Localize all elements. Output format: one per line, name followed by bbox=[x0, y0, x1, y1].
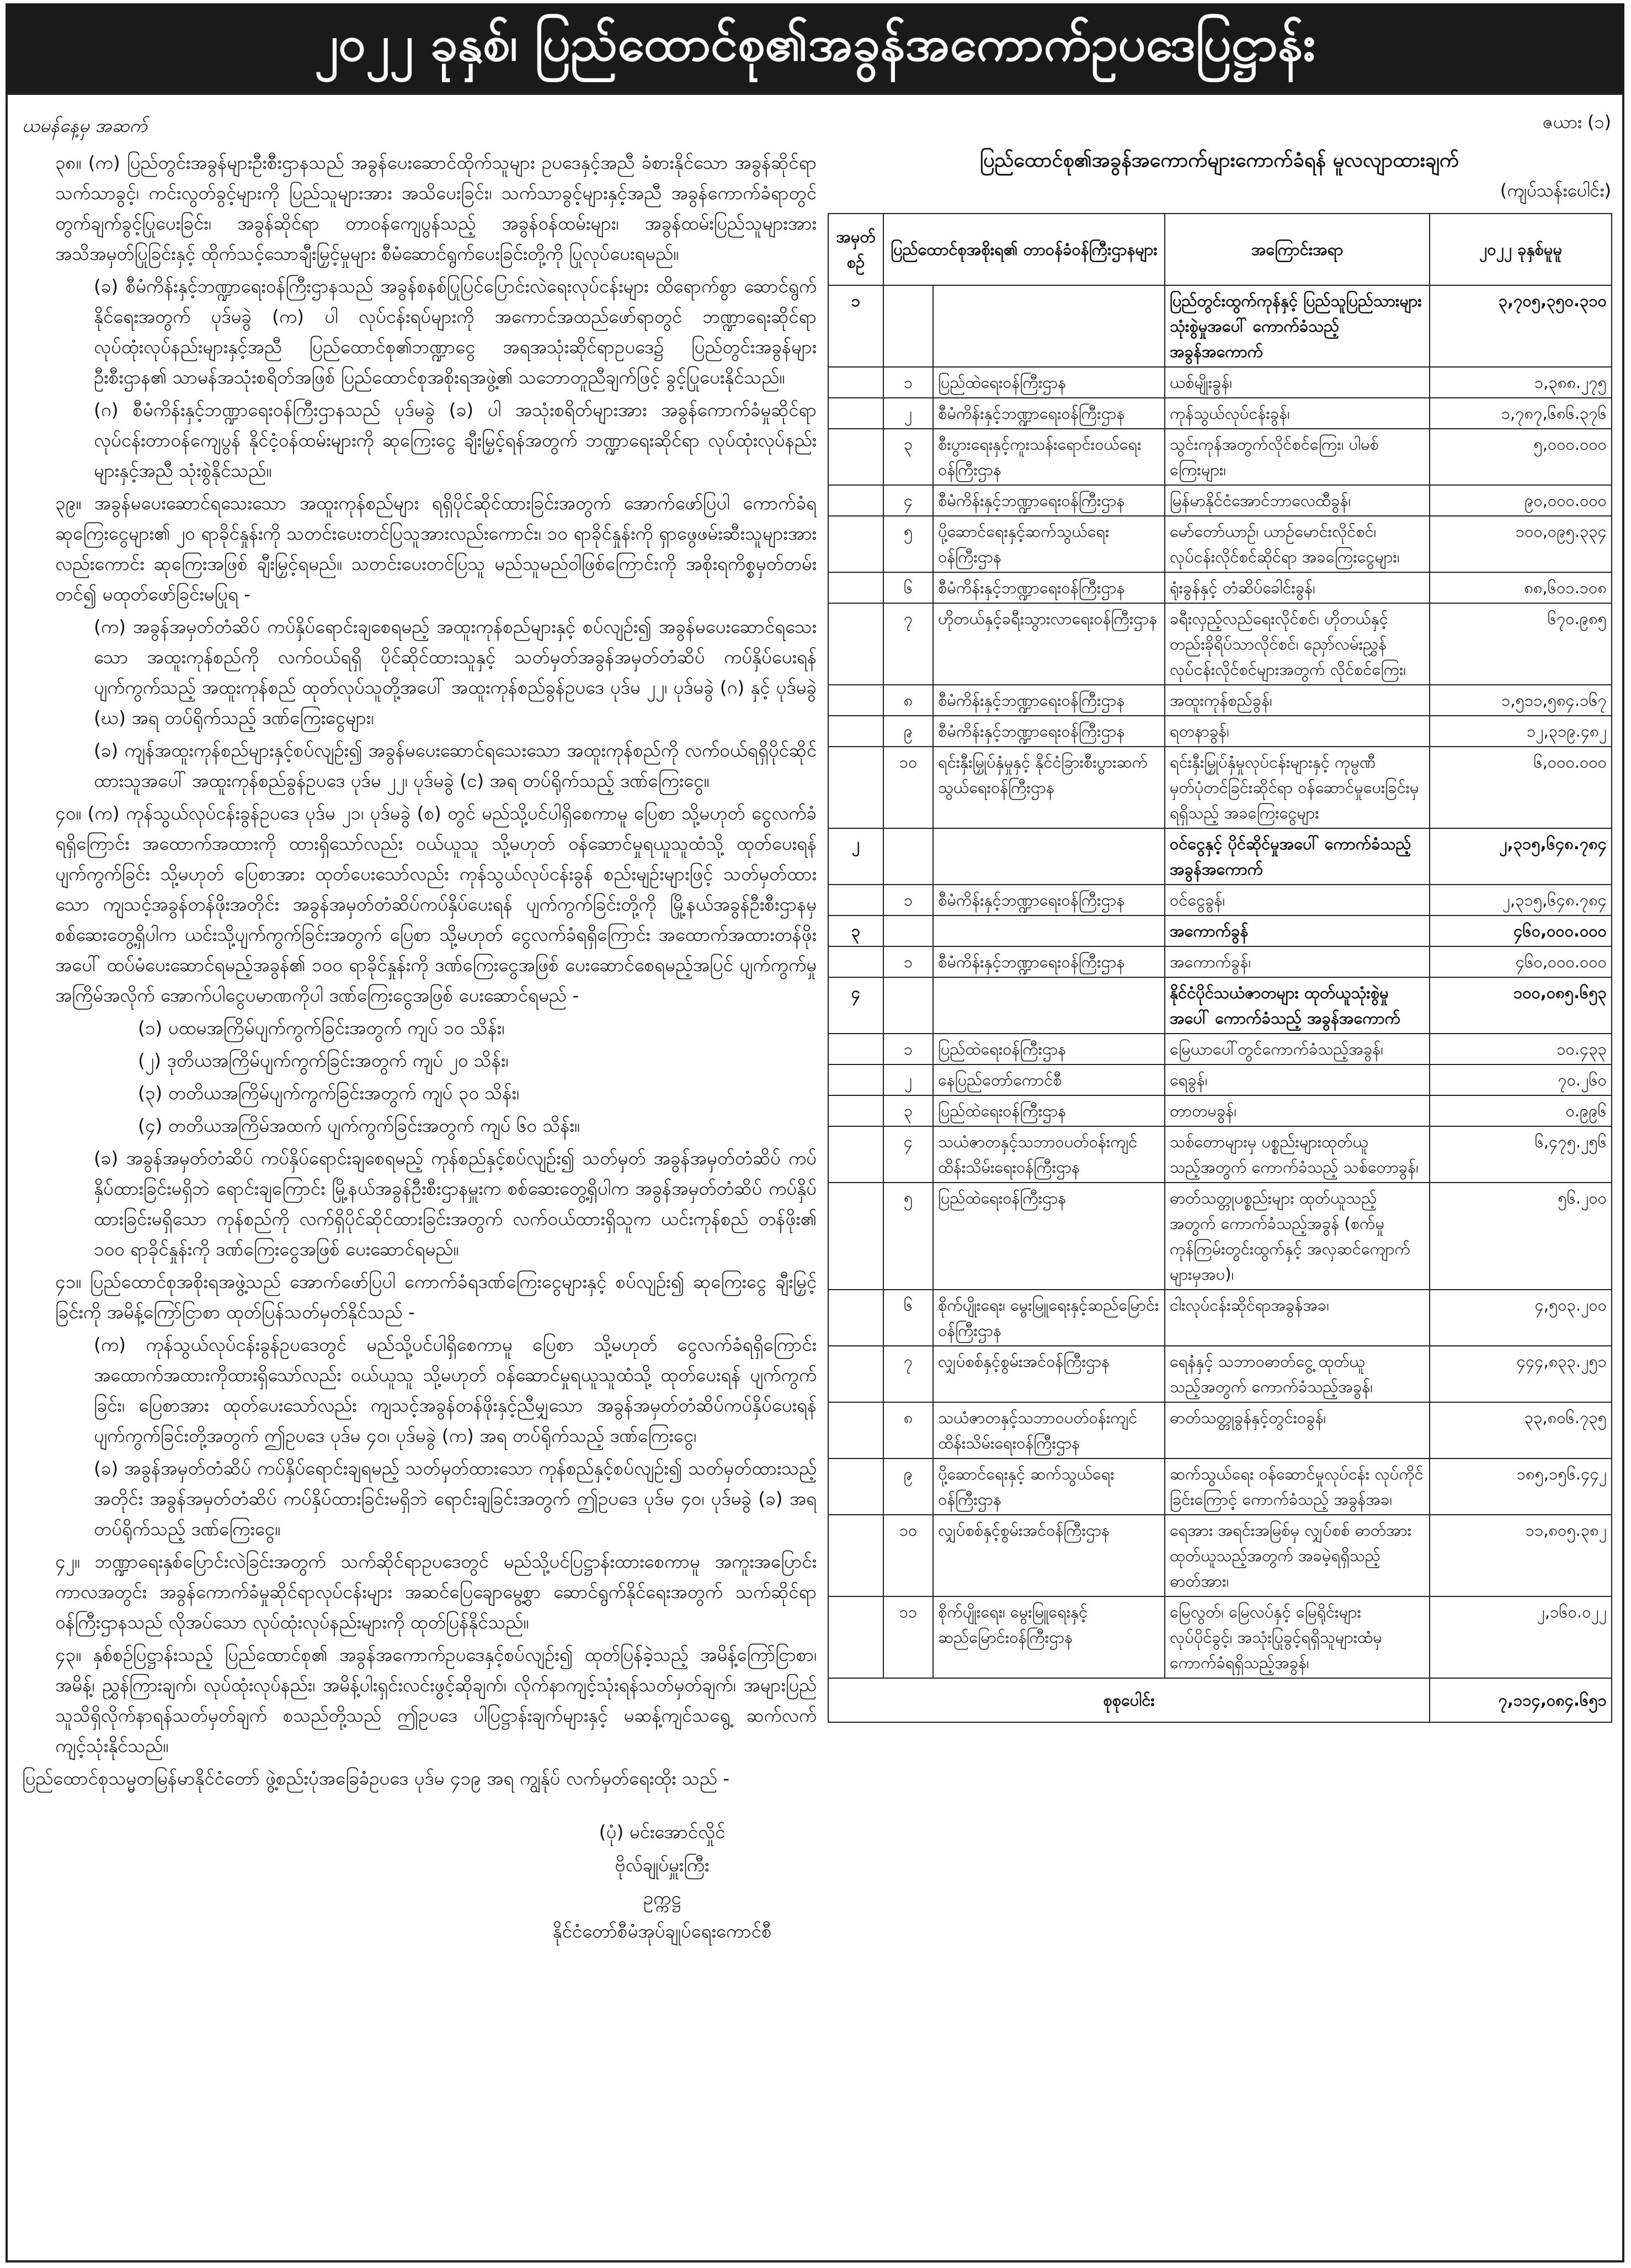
cell-sub: ၁၀ bbox=[883, 1515, 933, 1596]
cell-sub: ၁ bbox=[883, 1034, 933, 1064]
cell-no bbox=[828, 1126, 883, 1183]
cell-amount: ၁၂,၃၁၉.၄၈၂ bbox=[1430, 716, 1612, 747]
table-row bbox=[828, 367, 1612, 398]
law-paragraph: (ဂ) စီမံကိန်းနှင့်ဘဏ္ဍာရေးဝန်ကြီးဌာနသည် ပုဒ်မခွဲ (ခ) ပါ အသုံးစရိတ်များအား အခွန်ကောက်ခံမှုဆိုင်ရာ လုပ်ငန်းတာဝန်ကျေပွန် နိုင်ငံ့ဝန်ထမ်းများကို ဆုကြေးငွေ ချီးမြှင့်ရန်အတွက် ဘဏ္ဍာရေးဆိုင်ရာ လုပ်ထုံးလုပ်နည်းများနှင့်အညီ သုံးစွဲနိုင်သည်။ bbox=[94, 399, 817, 481]
cell-no bbox=[828, 1034, 883, 1064]
cell-dept: ပြည်ထဲရေးဝန်ကြီးဌာန bbox=[933, 1034, 1165, 1064]
cell-amount: ၁,၇၈၇,၆၈၆.၃၇၆ bbox=[1430, 398, 1612, 429]
cell-amount: ၈၈,၆၀၁.၁၀၈ bbox=[1430, 572, 1612, 603]
law-paragraph: ၄၂။ ဘဏ္ဍာရေးနှစ်ပြောင်းလဲခြင်းအတွက် သက်ဆိုင်ရာဥပဒေတွင် မည်သို့ပင်ပြဋ္ဌာန်းထားစေကာမူ အကူးအပြောင်းကာလအတွင်း အခွန်ကောက်ခံမှုဆိုင်ရာလုပ်ငန်းများ အဆင်ပြေချောမွေ့စွာ ဆောင်ရွက်နိုင်ရေးအတွက် သက်ဆိုင်ရာဝန်ကြီးဌာနသည် လိုအပ်သော လုပ်ထုံးလုပ်နည်းများကို ထုတ်ပြန်နိုင်သည်။ bbox=[55, 1551, 817, 1633]
cell-no bbox=[828, 1095, 883, 1126]
law-paragraph: ၄၀။ (က) ကုန်သွယ်လုပ်ငန်းခွန်ဥပဒေ ပုဒ်မ ၂၁၊ ပုဒ်မခွဲ (စ) တွင် မည်သို့ပင်ပါရှိစေကာမူ ပြေစာ သို့မဟုတ် ငွေလက်ခံရရှိကြောင်း အထောက်အထားကို ထားရှိသော်လည်း ဝယ်ယူသူ သို့မဟုတ် ဝန်ဆောင်မှုရယူသူထံသို့ ထုတ်ပေးရန် ပျက်ကွက်ခြင်း သို့မဟုတ် ပြေစာအား ထုတ်ပေးသော်လည်း ကုန်သွယ်လုပ်ငန်းခွန် စည်းမျဉ်းများဖြင့် သတ်မှတ်ထားသော ကျသင့်အခွန်တန်ဖိုးအတိုင်း အခွန်အမှတ်တံဆိပ်ကပ်နှိပ်ပေးရန် ပျက်ကွက်ခြင်းတို့ကို မြို့နယ်အခွန်ဦးစီးဌာနမှ စစ်ဆေးတွေ့ရှိပါက ယင်းသို့ပျက်ကွက်ခြင်းအတွက် ပြေစာ သို့မဟုတ် ငွေလက်ခံရရှိကြောင်း အထောက်အထားတန်ဖိုးအပေါ် ထပ်မံပေးဆောင်ရမည့်အခွန်၏ ၁၀၀ ရာခိုင်နှုန်းကို ဒဏ်ကြေးငွေအဖြစ် ပေးဆောင်စေရမည့်အပြင် ပျက်ကွက်မှုအကြိမ်အလိုက် အောက်ပါငွေပမာဏကိုပါ ဒဏ်ကြေးငွေအဖြစ် ပေးဆောင်ရမည် - bbox=[55, 802, 817, 1006]
law-text-column bbox=[22, 110, 817, 2251]
cell-desc: ပြည်တွင်းထွက်ကုန်နှင့် ပြည်သူပြည်သားများ သုံးစွဲမှုအပေါ် ကောက်ခံသည့် အခွန်အကောက် bbox=[1165, 285, 1430, 367]
table-row bbox=[828, 1126, 1612, 1183]
cell-sub: ၁၁ bbox=[883, 1596, 933, 1678]
table-row bbox=[828, 1064, 1612, 1095]
cell-amount: ၄၆၀,၀၀၀.၀၀၀ bbox=[1430, 915, 1612, 946]
cell-dept: ပို့ဆောင်ရေးနှင့်ဆက်သွယ်ရေးဝန်ကြီးဌာန bbox=[933, 516, 1165, 572]
cell-amount: ၆၇၀.၉၈၅ bbox=[1430, 603, 1612, 685]
cell-amount: ၃,၇၀၅,၃၅၀.၃၁၀ bbox=[1430, 285, 1612, 367]
table-row bbox=[828, 685, 1612, 716]
cell-desc: အကောက်ခွန် bbox=[1165, 915, 1430, 946]
signature-rank: ဗိုလ်ချုပ်မှူးကြီး bbox=[615, 1854, 710, 1876]
cell-no bbox=[828, 398, 883, 429]
cell-sub bbox=[883, 915, 933, 946]
cell-dept: ရင်းနှီးမြှုပ်နှံမှုနှင့် နိုင်ငံခြားစီးပွားဆက်သွယ်ရေးဝန်ကြီးဌာန bbox=[933, 747, 1165, 828]
cell-dept: စီးပွားရေးနှင့်ကူးသန်းရောင်းဝယ်ရေးဝန်ကြီးဌာန bbox=[933, 429, 1165, 485]
cell-no bbox=[828, 747, 883, 828]
law-paragraph: (၃) တတိယအကြိမ်ပျက်ကွက်ခြင်းအတွက် ကျပ် ၃၀ သိန်း၊ bbox=[138, 1082, 519, 1104]
table-row bbox=[828, 885, 1612, 915]
table-group-row bbox=[828, 977, 1612, 1034]
cell-sub: ၁ bbox=[883, 885, 933, 915]
law-paragraph: (ခ) ကျန်အထူးကုန်စည်များနှင့်စပ်လျဉ်း၍ အခွန်မပေးဆောင်ရသေးသော အထူးကုန်စည်ကို လက်ဝယ်ရရှိပိုင်ဆိုင်ထားသူအပေါ် အထူးကုန်စည်ခွန်ဥပဒေ ပုဒ်မ ၂၂၊ ပုဒ်မခွဲ (င) အရ တပ်ရိုက်သည့် ဒဏ်ကြေးငွေ။ bbox=[94, 739, 817, 791]
law-paragraph: (၂) ဒုတိယအကြိမ်ပျက်ကွက်ခြင်းအတွက် ကျပ် ၂၀ သိန်း၊ bbox=[138, 1050, 509, 1071]
cell-sub: ၉ bbox=[883, 1458, 933, 1515]
law-paragraph: (က) အခွန်အမှတ်တံဆိပ် ကပ်နှိပ်ရောင်းချစေရမည့် အထူးကုန်စည်များနှင့် စပ်လျဉ်း၍ အခွန်မပေးဆောင်ရသေးသော အထူးကုန်စည်ကို လက်ဝယ်ရရှိ ပိုင်ဆိုင်ထားသူနှင့် သတ်မှတ်အခွန်အမှတ်တံဆိပ် ကပ်နှိပ်ပေးရန် ပျက်ကွက်သည့် အထူးကုန်စည် ထုတ်လုပ်သူတို့အပေါ် အထူးကုန်စည်ခွန်ဥပဒေ ပုဒ်မ ၂၂၊ ပုဒ်မခွဲ (ဂ) နှင့် ပုဒ်မခွဲ (ဃ) အရ တပ်ရိုက်သည့် ဒဏ်ကြေးငွေများ၊ bbox=[94, 616, 817, 728]
cell-desc: မြေယာပေါ်တွင်ကောက်ခံသည့်အခွန်၊ bbox=[1165, 1034, 1430, 1064]
cell-no bbox=[828, 1290, 883, 1346]
cell-desc: ဝင်ငွေနှင့် ပိုင်ဆိုင်မှုအပေါ် ကောက်ခံသည့် အခွန်အကောက် bbox=[1165, 828, 1430, 885]
cell-dept: စီမံကိန်းနှင့်ဘဏ္ဍာရေးဝန်ကြီးဌာန bbox=[933, 946, 1165, 977]
col-header-dept: ပြည်ထောင်စုအစိုးရ၏ တာဝန်ခံဝန်ကြီးဌာနများ bbox=[883, 214, 1165, 285]
cell-amount: ၃၃,၈၀၆.၇၃၅ bbox=[1430, 1402, 1612, 1458]
cell-dept: စီမံကိန်းနှင့်ဘဏ္ဍာရေးဝန်ကြီးဌာန bbox=[933, 685, 1165, 716]
law-paragraph: ၃၈။ (က) ပြည်တွင်းအခွန်များဦးစီးဌာနသည် အခွန်ပေးဆောင်ထိုက်သူများ ဥပဒေနှင့်အညီ ခံစားနိုင်သော အခွန်ဆိုင်ရာသက်သာခွင့်၊ ကင်းလွတ်ခွင့်များကို ပြည်သူများအား အသိပေးခြင်း၊ သက်သာခွင့်များနှင့်အညီ အခွန်ကောက်ခံရာတွင် တွက်ချက်ခွင့်ပြုပေးခြင်း၊ အခွန်ဆိုင်ရာ တာဝန်ကျေပွန်သည့် အခွန်ဝန်ထမ်းများ၊ အခွန်ထမ်းပြည်သူများအား အသိအမှတ်ပြုခြင်းနှင့် ထိုက်သင့်သောချီးမြှင့်မှုများ စီမံဆောင်ရွက်ပေးခြင်းတို့ကို ပြုလုပ်ပေးရမည်။ bbox=[55, 152, 817, 264]
cell-desc: တာတမခွန်၊ bbox=[1165, 1095, 1430, 1126]
cell-amount: ၁,၃၈၈.၂၇၅ bbox=[1430, 367, 1612, 398]
cell-dept bbox=[933, 977, 1165, 1034]
cell-desc: ဓာတ်သတ္တုခွန်နှင့်တွင်းဝခွန်၊ bbox=[1165, 1402, 1430, 1458]
cell-no bbox=[828, 516, 883, 572]
cell-amount: ၁၀၀,၀၉၅.၃၃၄ bbox=[1430, 516, 1612, 572]
banner-title: ၂၀၂၂ ခုနှစ်၊ ပြည်ထောင်စု၏အခွန်အကောက်ဥပဒေပြဋ္ဌာန်း bbox=[315, 15, 1315, 72]
table-row bbox=[828, 1034, 1612, 1064]
cell-no bbox=[828, 1515, 883, 1596]
cell-dept: ပြည်ထဲရေးဝန်ကြီးဌာန bbox=[933, 367, 1165, 398]
cell-desc: မြေလွတ်၊ မြေလပ်နှင့် မြေရိုင်းများ လုပ်ပိုင်ခွင့်၊ အသုံးပြုခွင့်ရရှိသူများထံမှ ကောက်ခံရရှိသည့်အခွန်၊ bbox=[1165, 1596, 1430, 1678]
cell-amount: ၄၆၀,၀၀၀.၀၀၀ bbox=[1430, 946, 1612, 977]
cell-sub: ၂ bbox=[883, 1064, 933, 1095]
continued-label: ယမန်နေ့မှ အဆက် bbox=[22, 115, 147, 136]
cell-no bbox=[828, 1346, 883, 1402]
cell-sub: ၃ bbox=[883, 429, 933, 485]
cell-sub: ၂ bbox=[883, 398, 933, 429]
law-paragraph: ၄၃။ နှစ်စဉ်ပြဋ္ဌာန်းသည့် ပြည်ထောင်စု၏ အခွန်အကောက်ဥပဒေနှင့်စပ်လျဉ်း၍ ထုတ်ပြန်ခဲ့သည့် အမိန့်ကြော်ငြာစာ၊ အမိန့်၊ ညွှန်ကြားချက်၊ လုပ်ထုံးလုပ်နည်း၊ အမိန့်ပါးရှင်းလင်းဖွင့်ဆိုချက်၊ လိုက်နာကျင့်သုံးရန်သတ်မှတ်ချက်၊ အများပြည်သူသိရှိလိုက်နာရန်သတ်မှတ်ချက် စသည်တို့သည် ဤဥပဒေ ပါပြဋ္ဌာန်းချက်များနှင့် မဆန့်ကျင်သရွေ့ ဆက်လက်ကျင့်သုံးနိုင်သည်။ bbox=[55, 1644, 817, 1756]
table-row bbox=[828, 946, 1612, 977]
total-amount: ၇,၁၁၄,၀၈၄.၆၅၁ bbox=[1430, 1678, 1612, 1722]
cell-sub: ၁၀ bbox=[883, 747, 933, 828]
cell-dept: စိုက်ပျိုးရေး၊ မွေးမြူရေးနှင့် ဆည်မြောင်းဝန်ကြီးဌာန bbox=[933, 1596, 1165, 1678]
cell-no bbox=[828, 429, 883, 485]
cell-sub: ၉ bbox=[883, 716, 933, 747]
cell-dept: စီမံကိန်းနှင့်ဘဏ္ဍာရေးဝန်ကြီးဌာန bbox=[933, 716, 1165, 747]
cell-dept: စီမံကိန်းနှင့်ဘဏ္ဍာရေးဝန်ကြီးဌာန bbox=[933, 485, 1165, 516]
cell-sub: ၁ bbox=[883, 367, 933, 398]
table-row bbox=[828, 716, 1612, 747]
cell-dept: သယံဇာတနှင့်သဘာဝပတ်ဝန်းကျင်ထိန်းသိမ်းရေးဝန်ကြီးဌာန bbox=[933, 1402, 1165, 1458]
cell-desc: ရေနံနှင့် သဘာဝဓာတ်ငွေ့ ထုတ်ယူသည့်အတွက် ကောက်ခံသည့်အခွန်၊ bbox=[1165, 1346, 1430, 1402]
cell-amount: ၁၈၅,၁၅၆.၄၄၂ bbox=[1430, 1458, 1612, 1515]
cell-sub: ၈ bbox=[883, 1402, 933, 1458]
cell-amount: ၄၄၄,၈၃၃.၂၅၁ bbox=[1430, 1346, 1612, 1402]
table-row bbox=[828, 516, 1612, 572]
cell-no bbox=[828, 603, 883, 685]
cell-desc: ဝင်ငွေခွန်၊ bbox=[1165, 885, 1430, 915]
cell-desc: ဆက်သွယ်ရေး ဝန်ဆောင်မှုလုပ်ငန်း လုပ်ကိုင်ခြင်းကြောင့် ကောက်ခံသည့် အခွန်အခ၊ bbox=[1165, 1458, 1430, 1515]
cell-dept: နေပြည်တော်ကောင်စီ bbox=[933, 1064, 1165, 1095]
table-group-row bbox=[828, 828, 1612, 885]
cell-amount: ၄,၅၀၃.၂၀၀ bbox=[1430, 1290, 1612, 1346]
law-paragraph: ၄၁။ ပြည်ထောင်စုအစိုးရအဖွဲ့သည် အောက်ဖော်ပြပါ ကောက်ခံရဒဏ်ကြေးငွေများနှင့် စပ်လျဉ်း၍ ဆုကြေးငွေ ချီးမြှင့်ခြင်းကို အမိန့်ကြော်ငြာစာ ထုတ်ပြန်သတ်မှတ်နိုင်သည် - bbox=[55, 1271, 817, 1323]
cell-dept: သယံဇာတနှင့်သဘာဝပတ်ဝန်းကျင်ထိန်းသိမ်းရေးဝန်ကြီးဌာန bbox=[933, 1126, 1165, 1183]
cell-desc: နိုင်ငံပိုင်သယံဇာတများ ထုတ်ယူသုံးစွဲမှုအပေါ် ကောက်ခံသည့် အခွန်အကောက် bbox=[1165, 977, 1430, 1034]
cell-sub: ၆ bbox=[883, 572, 933, 603]
cell-no bbox=[828, 572, 883, 603]
table-row bbox=[828, 1596, 1612, 1678]
col-header-no: အမှတ်စဉ် bbox=[828, 214, 883, 285]
cell-no: ၄ bbox=[828, 977, 883, 1034]
schedule-title: ပြည်ထောင်စု၏အခွန်အကောက်များကောက်ခံရန် မူလလျာထားချက် bbox=[979, 149, 1459, 172]
cell-amount: ၇၀.၂၆၀ bbox=[1430, 1064, 1612, 1095]
cell-no: ၂ bbox=[828, 828, 883, 885]
table-row bbox=[828, 1095, 1612, 1126]
table-header-row bbox=[828, 214, 1612, 285]
cell-no: ၃ bbox=[828, 915, 883, 946]
cell-amount: ၂,၁၆၀.၀၂၂ bbox=[1430, 1596, 1612, 1678]
schedule-unit: (ကျပ်သန်းပေါင်း) bbox=[1500, 180, 1611, 201]
cell-desc: ဓာတ်သတ္တုပစ္စည်းများ ထုတ်ယူသည့် အတွက် ကောက်ခံသည့်အခွန် (စက်မှုကုန်ကြမ်းတွင်းထွက်နှင့် အလှဆင်ကျောက်များမှအပ)၊ bbox=[1165, 1183, 1430, 1290]
cell-amount: ၅,၀၀၀.၀၀၀ bbox=[1430, 429, 1612, 485]
cell-sub: ၇ bbox=[883, 603, 933, 685]
cell-dept bbox=[933, 915, 1165, 946]
cell-dept: ပြည်ထဲရေးဝန်ကြီးဌာန bbox=[933, 1095, 1165, 1126]
cell-sub: ၅ bbox=[883, 516, 933, 572]
cell-sub bbox=[883, 828, 933, 885]
cell-amount: ၁၁,၈၀၅.၃၈၂ bbox=[1430, 1515, 1612, 1596]
law-paragraph: (က) ကုန်သွယ်လုပ်ငန်းခွန်ဥပဒေတွင် မည်သို့ပင်ပါရှိစေကာမူ ပြေစာ သို့မဟုတ် ငွေလက်ခံရရှိကြောင်း အထောက်အထားကိုထားရှိသော်လည်း ဝယ်ယူသူ သို့မဟုတ် ဝန်ဆောင်မှုရယူသူထံသို့ ထုတ်ပေးရန် ပျက်ကွက်ခြင်း၊ ပြေစာအား ထုတ်ပေးသော်လည်း ကျသင့်အခွန်တန်ဖိုးနှင့်ညီမျှသော အခွန်အမှတ်တံဆိပ်ကပ်နှိပ်ပေးရန် ပျက်ကွက်ခြင်းတို့အတွက် ဤဥပဒေ ပုဒ်မ ၄၀၊ ပုဒ်မခွဲ (က) အရ တပ်ရိုက်သည့် ဒဏ်ကြေးငွေ၊ bbox=[94, 1334, 817, 1446]
cell-amount: ၀.၉၉၆ bbox=[1430, 1095, 1612, 1126]
cell-amount: ၂,၃၁၅,၆၄၈.၇၈၄ bbox=[1430, 828, 1612, 885]
cell-sub: ၁ bbox=[883, 946, 933, 977]
cell-dept: ဟိုတယ်နှင့်ခရီးသွားလာရေးဝန်ကြီးဌာန bbox=[933, 603, 1165, 685]
cell-desc: ငါးလုပ်ငန်းဆိုင်ရာအခွန်အခ၊ bbox=[1165, 1290, 1430, 1346]
cell-sub: ၈ bbox=[883, 685, 933, 716]
total-row bbox=[828, 1678, 1612, 1722]
table-row bbox=[828, 1458, 1612, 1515]
law-paragraph: (၁) ပထမအကြိမ်ပျက်ကွက်ခြင်းအတွက် ကျပ် ၁၀ သိန်း၊ bbox=[138, 1017, 505, 1039]
cell-no bbox=[828, 1183, 883, 1290]
table-row bbox=[828, 603, 1612, 685]
cell-amount: ၆,၀၀၀.၀၀၀ bbox=[1430, 747, 1612, 828]
table-row bbox=[828, 485, 1612, 516]
table-row bbox=[828, 747, 1612, 828]
cell-no: ၁ bbox=[828, 285, 883, 367]
cell-sub: ၃ bbox=[883, 1095, 933, 1126]
signature-block bbox=[519, 1816, 806, 1948]
cell-desc: သစ်တောများမှ ပစ္စည်းများထုတ်ယူသည့်အတွက် ကောက်ခံသည့် သစ်တောခွန်၊ bbox=[1165, 1126, 1430, 1183]
signature-name: (ပုံ) မင်းအောင်လှိုင် bbox=[599, 1821, 726, 1843]
cell-desc: အကောက်ခွန်၊ bbox=[1165, 946, 1430, 977]
cell-amount: ၁၀.၄၃၃ bbox=[1430, 1034, 1612, 1064]
cell-sub: ၄ bbox=[883, 485, 933, 516]
cell-dept: စီမံကိန်းနှင့်ဘဏ္ဍာရေးဝန်ကြီးဌာန bbox=[933, 572, 1165, 603]
cell-desc: ရုံးခွန်နှင့် တံဆိပ်ခေါင်းခွန်၊ bbox=[1165, 572, 1430, 603]
schedule-column bbox=[828, 110, 1611, 2251]
signature-role: ဥက္ကဋ္ဌ bbox=[643, 1887, 681, 1909]
cell-no bbox=[828, 885, 883, 915]
cell-sub: ၆ bbox=[883, 1290, 933, 1346]
cell-no bbox=[828, 1402, 883, 1458]
cell-desc: ရင်းနှီးမြှုပ်နှံမှုလုပ်ငန်းများနှင့် ကုမ္ပဏီမှတ်ပုံတင်ခြင်းဆိုင်ရာ ဝန်ဆောင်မှုပေးခြင်းမှရရှိသည့် အခကြေးငွေများ bbox=[1165, 747, 1430, 828]
cell-dept: စီမံကိန်းနှင့်ဘဏ္ဍာရေးဝန်ကြီးဌာန bbox=[933, 398, 1165, 429]
cell-desc: ယစ်မျိုးခွန်၊ bbox=[1165, 367, 1430, 398]
cell-dept: ပို့ဆောင်ရေးနှင့် ဆက်သွယ်ရေးဝန်ကြီးဌာန bbox=[933, 1458, 1165, 1515]
table-row bbox=[828, 572, 1612, 603]
col-header-amount: ၂၀၂၂ ခုနှစ်မူမူ bbox=[1430, 214, 1612, 285]
law-paragraph: (ခ) အခွန်အမှတ်တံဆိပ် ကပ်နှိပ်ရောင်းချရမည့် သတ်မှတ်ထားသော ကုန်စည်နှင့်စပ်လျဉ်း၍ သတ်မှတ်ထားသည့်အတိုင်း အခွန်အမှတ်တံဆိပ် ကပ်နှိပ်ထားခြင်းမရှိဘဲ ရောင်းချခြင်းအတွက် ဤဥပဒေ ပုဒ်မ ၄၀၊ ပုဒ်မခွဲ (ခ) အရ တပ်ရိုက်သည့် ဒဏ်ကြေးငွေ။ bbox=[94, 1457, 817, 1540]
cell-dept: ပြည်ထဲရေးဝန်ကြီးဌာန bbox=[933, 1183, 1165, 1290]
budget-table bbox=[828, 213, 1612, 1723]
budget-body bbox=[828, 285, 1612, 1678]
cell-desc: ခရီးလှည့်လည်ရေးလိုင်စင်၊ ဟိုတယ်နှင့် တည်းခိုရိပ်သာလိုင်စင်၊ ညှော်လမ်းညွှန် လုပ်ငန်းလိုင်စင်များအတွက် လိုင်စင်ကြေး၊ bbox=[1165, 603, 1430, 685]
cell-sub bbox=[883, 977, 933, 1034]
cell-amount: ၉၀,၀၀၀.၀၀၀ bbox=[1430, 485, 1612, 516]
cell-no bbox=[828, 685, 883, 716]
table-row bbox=[828, 1290, 1612, 1346]
table-row bbox=[828, 1402, 1612, 1458]
cell-dept bbox=[933, 828, 1165, 885]
cell-desc: ရေခွန်၊ bbox=[1165, 1064, 1430, 1095]
total-label: စုစုပေါင်း bbox=[828, 1678, 1430, 1722]
table-group-row bbox=[828, 285, 1612, 367]
cell-amount: ၂,၃၁၅,၆၄၈.၇၈၄ bbox=[1430, 885, 1612, 915]
cell-no bbox=[828, 485, 883, 516]
schedule-label: ဇယား (၁) bbox=[1542, 111, 1611, 132]
cell-dept: စီမံကိန်းနှင့်ဘဏ္ဍာရေးဝန်ကြီးဌာန bbox=[933, 885, 1165, 915]
cell-no bbox=[828, 1458, 883, 1515]
law-paragraph: (၄) တတိယအကြိမ်အထက် ပျက်ကွက်ခြင်းအတွက် ကျပ် ၆၀ သိန်း။ bbox=[138, 1115, 580, 1136]
cell-desc: သွင်းကုန်အတွက်လိုင်စင်ကြေး၊ ပါမစ်ကြေးများ၊ bbox=[1165, 429, 1430, 485]
cell-no bbox=[828, 367, 883, 398]
cell-desc: အထူးကုန်စည်ခွန်၊ bbox=[1165, 685, 1430, 716]
banner bbox=[6, 3, 1624, 93]
cell-desc: ရေအား အရင်းအမြစ်မှ လျှပ်စစ် ဓာတ်အား ထုတ်ယူသည့်အတွက် အခမဲ့ရရှိသည့် ဓာတ်အား၊ bbox=[1165, 1515, 1430, 1596]
cell-no bbox=[828, 716, 883, 747]
cell-dept bbox=[933, 285, 1165, 367]
table-row bbox=[828, 1183, 1612, 1290]
cell-desc: ကုန်သွယ်လုပ်ငန်းခွန်၊ bbox=[1165, 398, 1430, 429]
cell-dept: လျှပ်စစ်နှင့်စွမ်းအင်ဝန်ကြီးဌာန bbox=[933, 1515, 1165, 1596]
signature-body: နိုင်ငံတော်စီမံအုပ်ချုပ်ရေးကောင်စီ bbox=[552, 1920, 772, 1942]
cell-no bbox=[828, 1064, 883, 1095]
cell-sub: ၅ bbox=[883, 1183, 933, 1290]
cell-desc: ရတနာခွန်၊ bbox=[1165, 716, 1430, 747]
cell-dept: စိုက်ပျိုးရေး၊ မွေးမြူရေးနှင့်ဆည်မြောင်းဝန်ကြီးဌာန bbox=[933, 1290, 1165, 1346]
cell-amount: ၁,၅၁၁,၅၈၄.၁၆၇ bbox=[1430, 685, 1612, 716]
cell-amount: ၆,၄၇၅.၂၅၆ bbox=[1430, 1126, 1612, 1183]
law-paragraphs bbox=[22, 147, 817, 1793]
cell-desc: မြန်မာနိုင်ငံအောင်ဘာလေထီခွန်၊ bbox=[1165, 485, 1430, 516]
cell-desc: မော်တော်ယာဉ်၊ ယာဉ်မောင်းလိုင်စင်၊ လုပ်ငန်းလိုင်စင်ဆိုင်ရာ အခကြေးငွေများ၊ bbox=[1165, 516, 1430, 572]
law-paragraph: ၃၉။ အခွန်မပေးဆောင်ရသေးသော အထူးကုန်စည်များ ရရှိပိုင်ဆိုင်ထားခြင်းအတွက် အောက်ဖော်ပြပါ ကောက်ခံရဆုကြေးငွေများ၏ ၂၀ ရာခိုင်နှုန်းကို သတင်းပေးတင်ပြသူအားလည်းကောင်း၊ ၁၀ ရာခိုင်နှုန်းကို ရှာဖွေဖမ်းဆီးသူများအားလည်းကောင်း ဆုကြေးအဖြစ် ချီးမြှင့်ရမည်။ သတင်းပေးတင်ပြသူ မည်သူမည်ဝါဖြစ်ကြောင်းကို အစိုးရကိစ္စမှတ်တမ်းတင်၍ မထုတ်ဖော်ခြင်းမပြုရ - bbox=[55, 492, 817, 605]
cell-sub: ၄ bbox=[883, 1126, 933, 1183]
law-paragraph: (ခ) စီမံကိန်းနှင့်ဘဏ္ဍာရေးဝန်ကြီးဌာနသည် အခွန်စနစ်ပြုပြင်ပြောင်းလဲရေးလုပ်ငန်းများ ထိရောက်စွာ ဆောင်ရွက်နိုင်ရေးအတွက် ပုဒ်မခွဲ (က) ပါ လုပ်ငန်းရပ်များကို အကောင်အထည်ဖော်ရာတွင် ဘဏ္ဍာရေးဆိုင်ရာ လုပ်ထုံးလုပ်နည်းများနှင့်အညီ ပြည်ထောင်စု၏ဘဏ္ဍာငွေ အရအသုံးဆိုင်ရာဥပဒေ၌ ပြည်တွင်းအခွန်များဦးစီးဌာန၏ သာမန်အသုံးစရိတ်အဖြစ် ပြည်ထောင်စုအစိုးရအဖွဲ့၏ သဘောတူညီချက်ဖြင့် ခွင့်ပြုပေးနိုင်သည်။ bbox=[94, 275, 817, 388]
table-group-row bbox=[828, 915, 1612, 946]
table-row bbox=[828, 1346, 1612, 1402]
cell-sub: ၇ bbox=[883, 1346, 933, 1402]
cell-dept: လျှပ်စစ်နှင့်စွမ်းအင်ဝန်ကြီးဌာန bbox=[933, 1346, 1165, 1402]
cell-no bbox=[828, 946, 883, 977]
law-paragraph: ပြည်ထောင်စုသမ္မတမြန်မာနိုင်ငံတော် ဖွဲ့စည်းပုံအခြေခံဥပဒေ ပုဒ်မ ၄၁၉ အရ ကျွန်ုပ် လက်မှတ်ရေးထိုး သည် - bbox=[22, 1767, 730, 1789]
table-row bbox=[828, 1515, 1612, 1596]
cell-sub bbox=[883, 285, 933, 367]
cell-amount: ၁၀၀,၀၈၅.၆၅၃ bbox=[1430, 977, 1612, 1034]
col-header-desc: အကြောင်းအရာ bbox=[1165, 214, 1430, 285]
table-row bbox=[828, 429, 1612, 485]
cell-no bbox=[828, 1596, 883, 1678]
law-paragraph: (ခ) အခွန်အမှတ်တံဆိပ် ကပ်နှိပ်ရောင်းချစေရမည့် ကုန်စည်နှင့်စပ်လျဉ်း၍ သတ်မှတ် အခွန်အမှတ်တံဆိပ် ကပ်နှိပ်ထားခြင်းမရှိဘဲ ရောင်းချကြောင်း မြို့နယ်အခွန်ဦးစီးဌာနမှူးက စစ်ဆေးတွေ့ရှိပါက အခွန်အမှတ်တံဆိပ် ကပ်နှိပ်ထားခြင်းမရှိသော ကုန်စည်ကို လက်ရှိပိုင်ဆိုင်ထားခြင်းအတွက် လက်ဝယ်ထားရှိသူက ယင်းကုန်စည် တန်ဖိုး၏ ၁၀၀ ရာခိုင်နှုန်းကို ဒဏ်ကြေးငွေအဖြစ် ပေးဆောင်ရမည်။ bbox=[94, 1147, 817, 1260]
table-row bbox=[828, 398, 1612, 429]
cell-amount: ၅၆.၂၀၀ bbox=[1430, 1183, 1612, 1290]
